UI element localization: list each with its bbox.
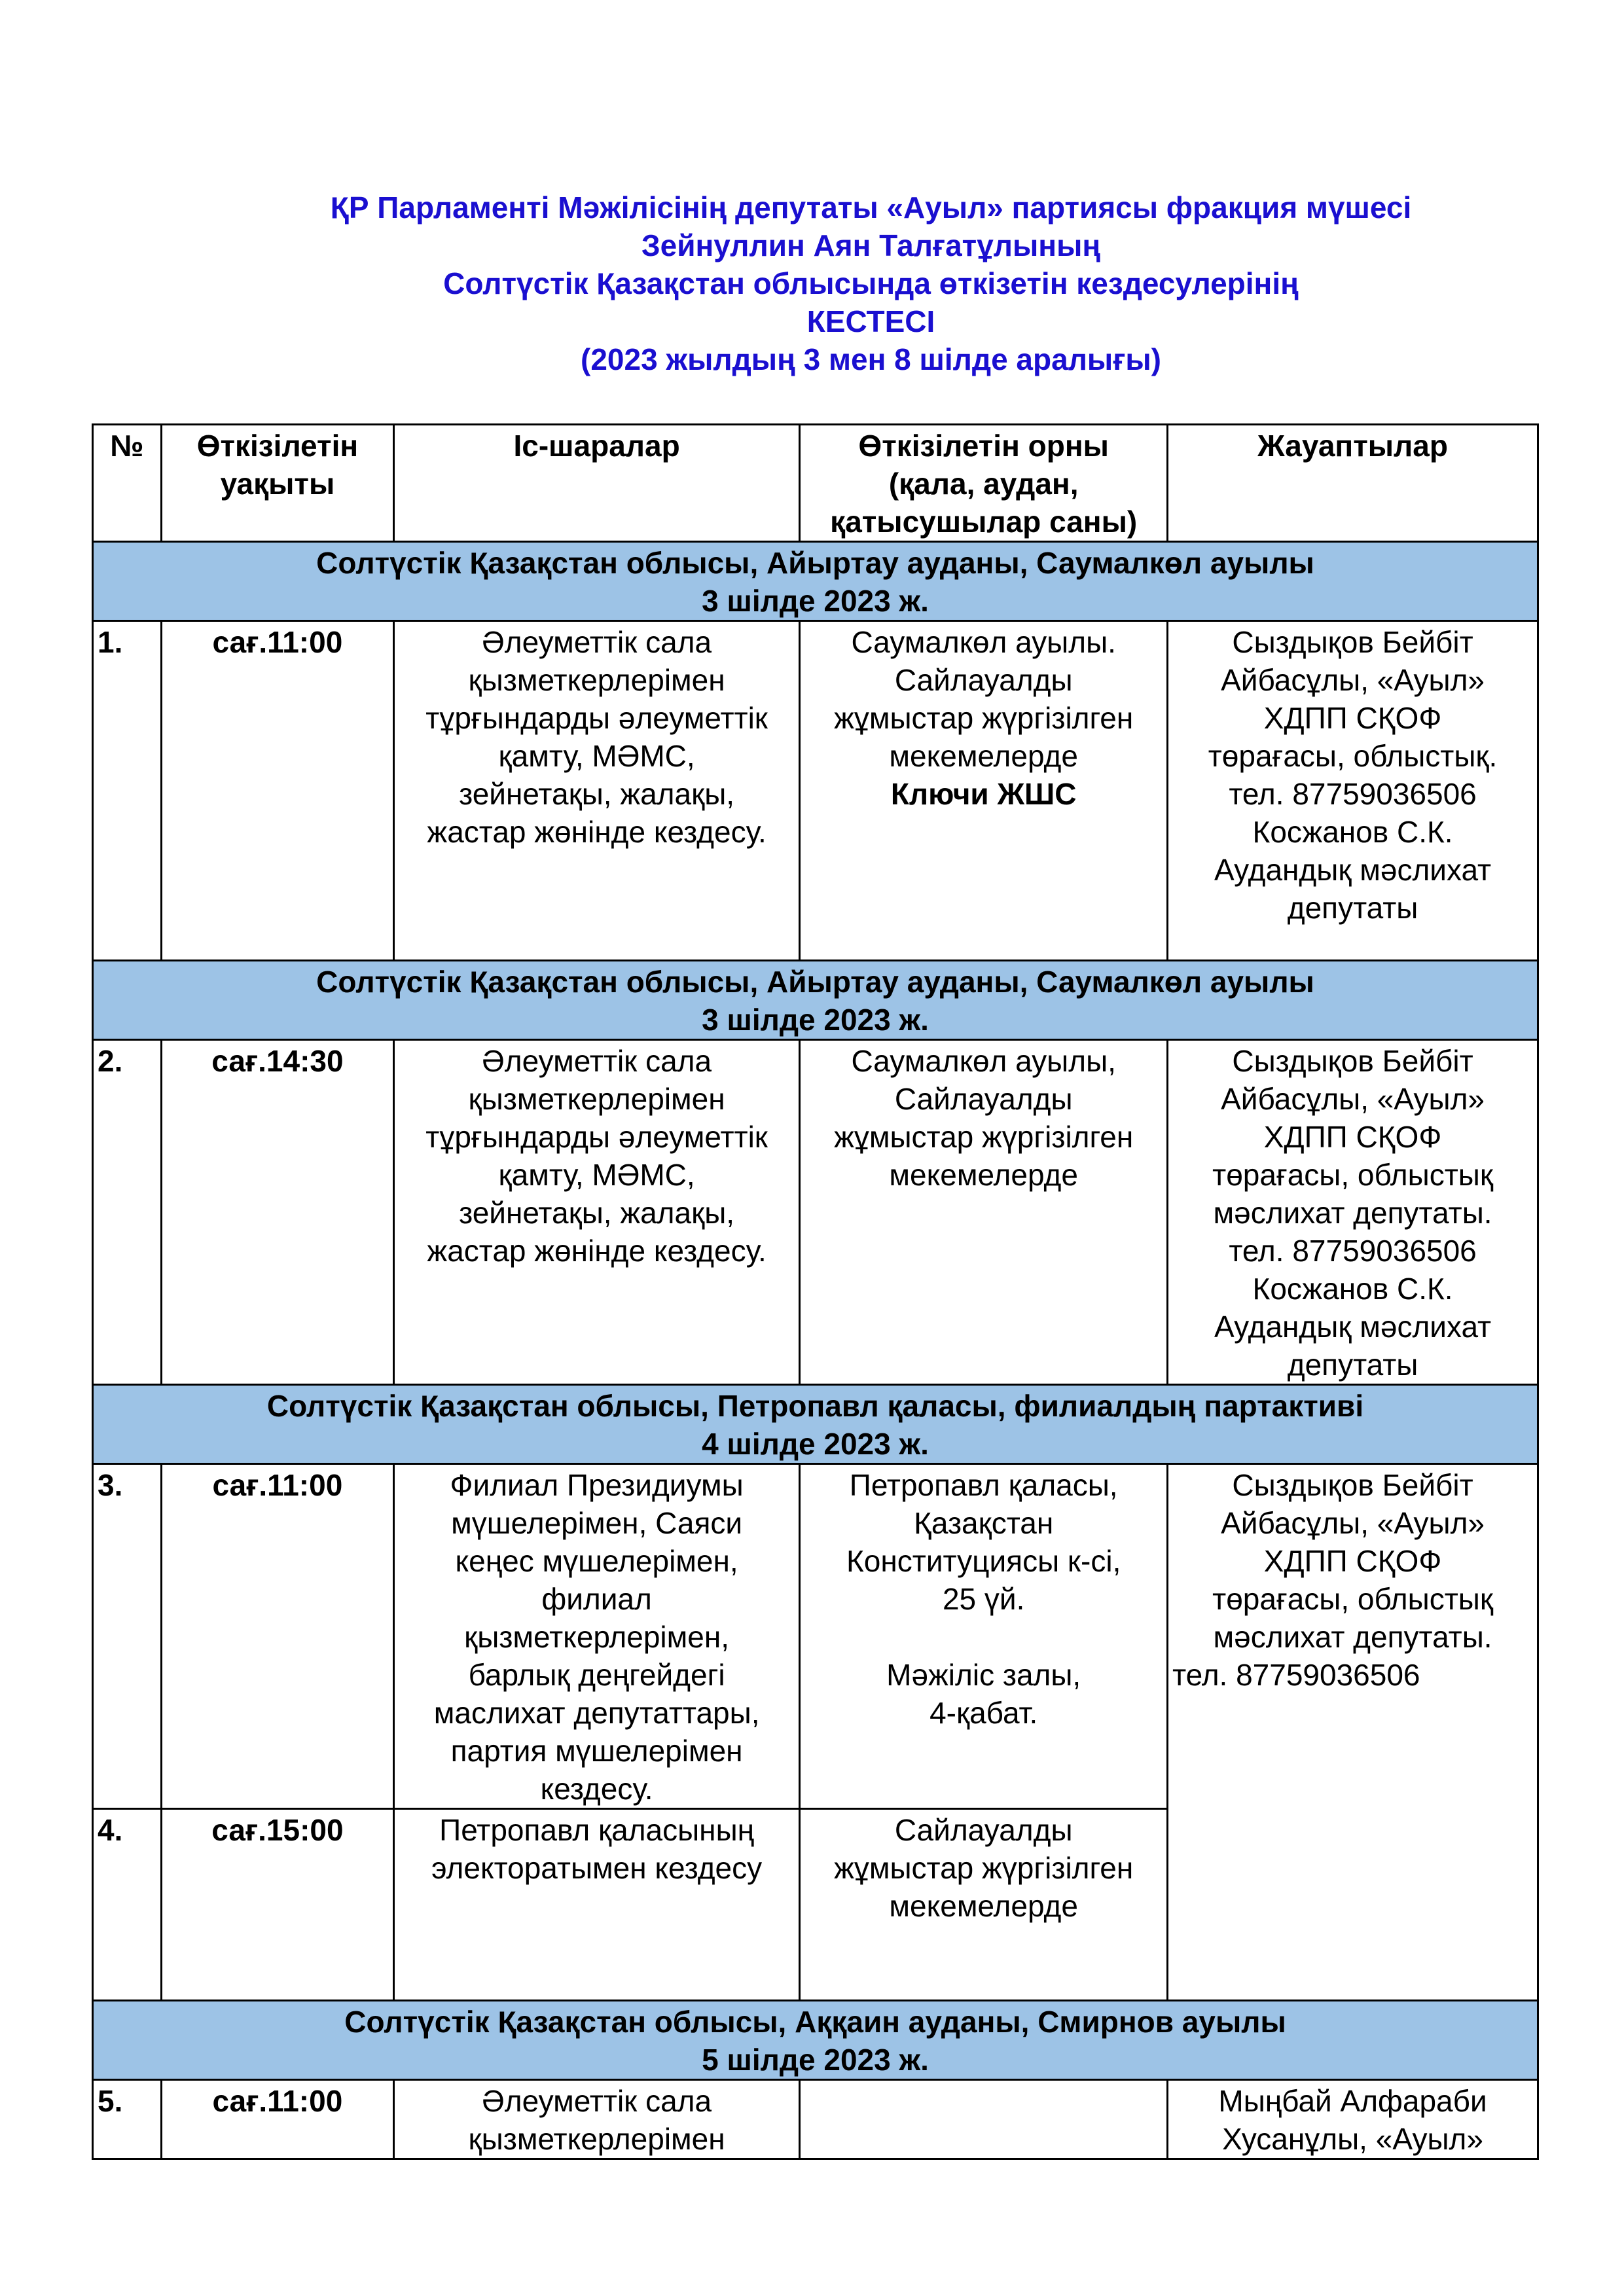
- page-title: [0, 188, 1624, 378]
- header-event: Іс-шаралар: [393, 425, 799, 542]
- row-time: сағ.15:00: [161, 1809, 393, 2001]
- row-time: сағ.11:00: [161, 621, 393, 961]
- header-resp: Жауаптылар: [1168, 425, 1538, 542]
- row-no: 5.: [93, 2080, 162, 2159]
- header-time: Өткізілетін уақыты: [161, 425, 393, 542]
- row-responsible: Сыздықов Бейбіт Айбасұлы, «Ауыл» ХДПП СҚОФ төрағасы, облыстық. тел. 87759036506 Косжанов С.К. Аудандық мәслихат депутаты: [1168, 621, 1538, 961]
- title-line-5: (2023 жылдың 3 мен 8 шілде аралығы): [581, 342, 1161, 376]
- section-date: 3 шілде 2023 ж.: [702, 584, 929, 618]
- row-no: 3.: [93, 1464, 162, 1809]
- header-place: Өткізілетін орны (қала, аудан, қатысушылар саны): [800, 425, 1168, 542]
- row-no: 1.: [93, 621, 162, 961]
- row-time: сағ.14:30: [161, 1040, 393, 1385]
- title-line-2: Зейнуллин Аян Талғатұлының: [641, 228, 1101, 262]
- row-place: Саумалкөл ауылы, Сайлауалды жұмыстар жүргізілген мекемелерде: [800, 1040, 1168, 1385]
- section-row: [93, 1385, 1538, 1464]
- row-event: Петропавл қаласының электоратымен кездесу: [393, 1809, 799, 2001]
- row-place: [800, 2080, 1168, 2159]
- row-place: Саумалкөл ауылы. Сайлауалды жұмыстар жүргізілген мекемелерде Ключи ЖШС: [800, 621, 1168, 961]
- row-event: Филиал Президиумы мүшелерімен, Саяси кеңес мүшелерімен, филиал қызметкерлерімен, барлық деңгейдегі маслихат депутаттары, партия мүшелерімен кездесу.: [393, 1464, 799, 1809]
- title-line-4: КЕСТЕСІ: [806, 304, 935, 338]
- schedule-table: [92, 423, 1539, 2160]
- row-place: Петропавл қаласы, Қазақстан Конституциясы к-сі, 25 үй. Мәжіліс залы, 4-қабат.: [800, 1464, 1168, 1809]
- section-date: 5 шілде 2023 ж.: [702, 2043, 929, 2077]
- section-row: [93, 542, 1538, 621]
- table-header-row: [93, 425, 1538, 542]
- row-time: сағ.11:00: [161, 2080, 393, 2159]
- title-line-1: ҚР Парламенті Мәжілісінің депутаты «Ауыл» партиясы фракция мүшесі: [330, 190, 1412, 224]
- row-responsible: Мыңбай Алфараби Хусанұлы, «Ауыл»: [1168, 2080, 1538, 2159]
- section-row: [93, 2001, 1538, 2080]
- row-place: Сайлауалды жұмыстар жүргізілген мекемелерде: [800, 1809, 1168, 2001]
- row-responsible: Сыздықов Бейбіт Айбасұлы, «Ауыл» ХДПП СҚОФ төрағасы, облыстық мәслихат депутаты. тел. 87759036506 Косжанов С.К. Аудандық мәслихат депутаты: [1168, 1040, 1538, 1385]
- title-line-3: Солтүстік Қазақстан облысында өткізетін кездесулерінің: [443, 266, 1299, 300]
- section-title: Солтүстік Қазақстан облысы, Аққаин ауданы, Смирнов ауылы: [344, 2005, 1286, 2039]
- place-organization: Ключи ЖШС: [890, 777, 1077, 811]
- row-time: сағ.11:00: [161, 1464, 393, 1809]
- header-no: №: [93, 425, 162, 542]
- table-row: [93, 621, 1538, 961]
- section-date: 4 шілде 2023 ж.: [702, 1427, 929, 1461]
- section-title: Солтүстік Қазақстан облысы, Петропавл қаласы, филиалдың партактиві: [266, 1389, 1364, 1423]
- section-date: 3 шілде 2023 ж.: [702, 1003, 929, 1037]
- row-event: Әлеуметтік сала қызметкерлерімен тұрғындарды әлеуметтік қамту, МӘМС, зейнетақы, жалақы, жастар жөнінде кездесу.: [393, 1040, 799, 1385]
- row-event: Әлеуметтік сала қызметкерлерімен тұрғындарды әлеуметтік қамту, МӘМС, зейнетақы, жалақы, жастар жөнінде кездесу.: [393, 621, 799, 961]
- row-responsible: Сыздықов Бейбіт Айбасұлы, «Ауыл» ХДПП СҚОФ төрағасы, облыстық мәслихат депутаты. тел. 87759036506: [1168, 1464, 1538, 2001]
- section-row: [93, 961, 1538, 1040]
- row-no: 4.: [93, 1809, 162, 2001]
- section-title: Солтүстік Қазақстан облысы, Айыртау ауданы, Саумалкөл ауылы: [316, 546, 1314, 580]
- row-event: Әлеуметтік сала қызметкерлерімен: [393, 2080, 799, 2159]
- table-row: [93, 1464, 1538, 1809]
- row-no: 2.: [93, 1040, 162, 1385]
- table-row: [93, 1040, 1538, 1385]
- section-title: Солтүстік Қазақстан облысы, Айыртау ауданы, Саумалкөл ауылы: [316, 965, 1314, 999]
- table-row: [93, 2080, 1538, 2159]
